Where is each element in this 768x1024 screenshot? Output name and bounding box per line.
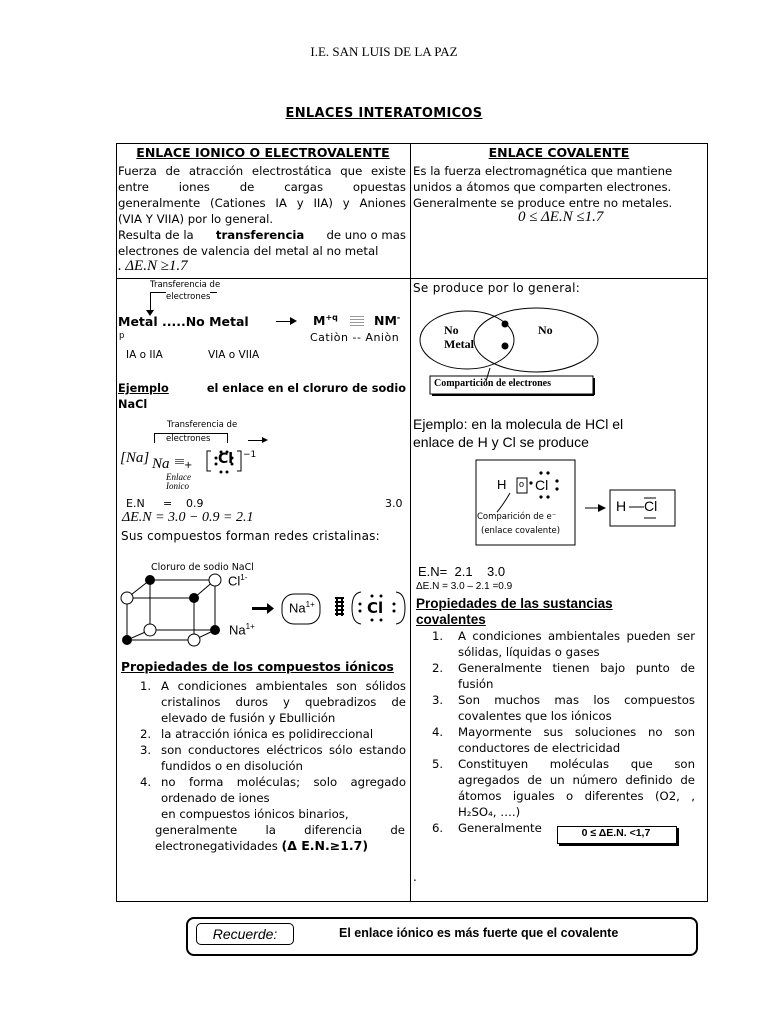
list-text: son conductores eléctricos sólo estando fundidos o en disolución — [161, 743, 406, 773]
en-na: 0.9 — [186, 497, 204, 510]
venn-left-label-2: Metal — [444, 337, 474, 351]
enlace-label: Enlace — [166, 472, 191, 482]
covalent-heading: ENLACE COVALENTE — [488, 145, 630, 160]
cl-charge: −1 — [243, 450, 257, 460]
list-number: 2. — [432, 661, 444, 675]
transfer-label: Transferencia de — [150, 280, 221, 290]
list-number: 1. — [140, 679, 152, 693]
list-number: 2. — [140, 727, 152, 741]
ionic-props-tail-1: en compuestos iónicos binarios, — [161, 807, 349, 821]
crystal-cl: Cl — [228, 573, 241, 589]
list-text: la atracción iónica es polidireccional — [161, 727, 374, 741]
list-item — [432, 724, 695, 756]
sharing-label: Comparticiòn de electrones — [434, 378, 552, 389]
list-item — [432, 692, 695, 724]
list-number: 1. — [432, 629, 444, 643]
covalent-final-formula: 0 ≤ ΔE.N. <1,7 — [581, 827, 651, 839]
transfer-label-2: electrones — [166, 292, 211, 302]
covalent-props-heading — [416, 596, 613, 628]
covalent-definition-line: unidos a átomos que comparten electrones. — [413, 180, 672, 194]
cl-ion-symbol: Cl — [367, 599, 384, 617]
en-cl: 3.0 — [385, 497, 403, 510]
transfer-word: transferencia — [215, 228, 305, 242]
covalent-example-line2: enlace de H y Cl se produce — [413, 434, 589, 450]
ionico-label: Ionico — [166, 481, 189, 491]
ionic-props-heading: Propiedades de los compuestos iónicos — [121, 660, 394, 674]
list-text: Generalmente — [458, 821, 542, 835]
crystal-cl-charge: 1- — [240, 573, 248, 582]
covalent-props-heading-1: Propiedades de las sustancias — [416, 596, 613, 611]
example-word-group: Ejemplo: en la molecula de HCl el — [413, 416, 624, 432]
nacl-transfer-label-2: electrones — [166, 434, 211, 444]
recuerde-text: El enlace iónico es más fuerte que el covalente — [339, 926, 619, 940]
covalent-delta: ΔE.N = 3.0 – 2.1 =0.9 — [416, 581, 513, 592]
na-symbol: Na — [152, 456, 170, 472]
list-text: Mayormente sus soluciones no son conductores de electricidad — [458, 725, 695, 755]
list-number: 6. — [432, 821, 444, 835]
ionic-delta: ΔE.N = 3.0 − 0.9 = 2.1 — [122, 510, 254, 525]
ionic-final-formula: (Δ E.N.≥1.7) — [281, 838, 369, 853]
crystal-label: Cloruro de sodio NaCl — [151, 562, 254, 573]
ionic-definition-line: (VIA Y VIIA) por lo general. — [118, 212, 274, 226]
covalent-en: E.N= 2.1 3.0 — [418, 564, 506, 579]
page-title: ENLACES INTERATOMICOS — [285, 106, 483, 121]
hcl-cl: Cl — [535, 477, 549, 493]
hcl-o: o — [519, 479, 525, 489]
cation-charge: +q — [325, 313, 338, 322]
cl-symbol: Cl — [218, 451, 234, 467]
ionic-heading: ENLACE IONICO O ELECTROVALENTE — [136, 145, 390, 160]
venn-left-label: No — [444, 323, 459, 337]
list-item — [432, 628, 695, 660]
covalent-props-heading-2: covalentes — [416, 612, 486, 627]
hcl-sharing-label: Comparición de e⁻ — [477, 512, 557, 522]
ionic-props-tail-2: generalmente la diferencia de — [155, 823, 405, 837]
electronegativity-word: electronegatividades — [155, 839, 278, 853]
na-bracket: [Na] — [120, 450, 150, 466]
na-ion-charge: 1+ — [305, 600, 315, 609]
example-compound: NaCl — [118, 398, 148, 411]
ionic-formula: . ΔE.N ≥1.7 — [118, 258, 188, 274]
list-item — [432, 660, 695, 692]
na-ion-symbol: Na — [289, 600, 306, 616]
en-label: E.N — [126, 497, 145, 510]
list-text: Constituyen moléculas que son agregados de un número definido de átomos iguales o diferentes (O2, , H₂SO₄, ….) — [458, 757, 695, 819]
venn-right-label: No — [538, 323, 553, 337]
transfer-lead: Resulta de la — [118, 228, 194, 242]
covalent-definition-line: Es la fuerza electromagnética que mantiene — [413, 164, 673, 178]
na-charge: + — [184, 460, 193, 471]
networks-text: Sus compuestos forman redes cristalinas: — [121, 529, 380, 543]
list-text: A condiciones ambientales pueden ser sólidas, líquidas o gases — [458, 629, 695, 659]
groups-metal: IA o IIA — [126, 349, 163, 361]
crystal-na: Na — [229, 622, 246, 638]
recuerde-label: Recuerde: — [212, 926, 278, 942]
list-item — [432, 756, 695, 820]
covalent-formula: 0 ≤ ΔE.N ≤1.7 — [518, 209, 604, 225]
list-text: A condiciones ambientales son sólidos cristalinos duros y quebradizos de elevado de fusión y Ebullición — [161, 679, 406, 725]
list-number: 3. — [140, 743, 152, 757]
metal-nonmetal: Metal .....No Metal — [118, 314, 249, 329]
transfer-rest: de uno o mas — [326, 228, 406, 242]
nacl-transfer-label: Transferencia de — [167, 420, 238, 430]
hcl-sharing-label-2: (enlace covalente) — [481, 526, 561, 536]
covalent-props-list — [432, 628, 695, 836]
en-equals: = — [163, 497, 173, 510]
list-number: 3. — [432, 693, 444, 707]
anion-charge: - — [396, 313, 401, 322]
cation-m: M — [313, 313, 326, 329]
school-name: I.E. SAN LUIS DE LA PAZ — [310, 44, 458, 59]
list-number: 5. — [432, 757, 444, 771]
crystal-na-charge: 1+ — [245, 622, 255, 631]
list-text: no forma moléculas; solo agregado ordenado de iones — [161, 775, 406, 805]
p-mark: p — [119, 331, 125, 341]
ionic-definition-line: generalmente (Cationes IA y IIA) y Aniones — [118, 196, 406, 210]
covalent-dot: . — [413, 870, 417, 884]
groups-nonmetal: VIA o VIIA — [208, 349, 260, 361]
anion-nm: NM — [374, 313, 397, 329]
ionic-definition-line: Fuerza de atracción electrostática que existe — [118, 164, 406, 178]
result-h: H — [616, 498, 627, 514]
covalent-definition-line: Generalmente se produce entre no metales. — [413, 196, 673, 210]
result-cl: Cl — [644, 498, 658, 514]
ionic-definition-line: entre iones de cargas opuestas — [118, 180, 406, 194]
cation-anion-label: Catiòn -- Aniòn — [310, 331, 400, 344]
list-number: 4. — [140, 775, 152, 789]
ionic-transfer-line2: electrones de valencia del metal al no metal — [118, 244, 379, 258]
example-text: el enlace en el cloruro de sodio — [206, 382, 406, 395]
list-text: Son muchos mas los compuestos covalentes que los iónicos — [458, 693, 695, 723]
list-text: Generalmente tienen bajo punto de fusión — [458, 661, 695, 691]
list-number: 4. — [432, 725, 444, 739]
covalent-produced-text: Se produce por lo general: — [413, 281, 581, 295]
hcl-h: H — [497, 477, 507, 492]
example-label: Ejemplo — [118, 382, 169, 395]
